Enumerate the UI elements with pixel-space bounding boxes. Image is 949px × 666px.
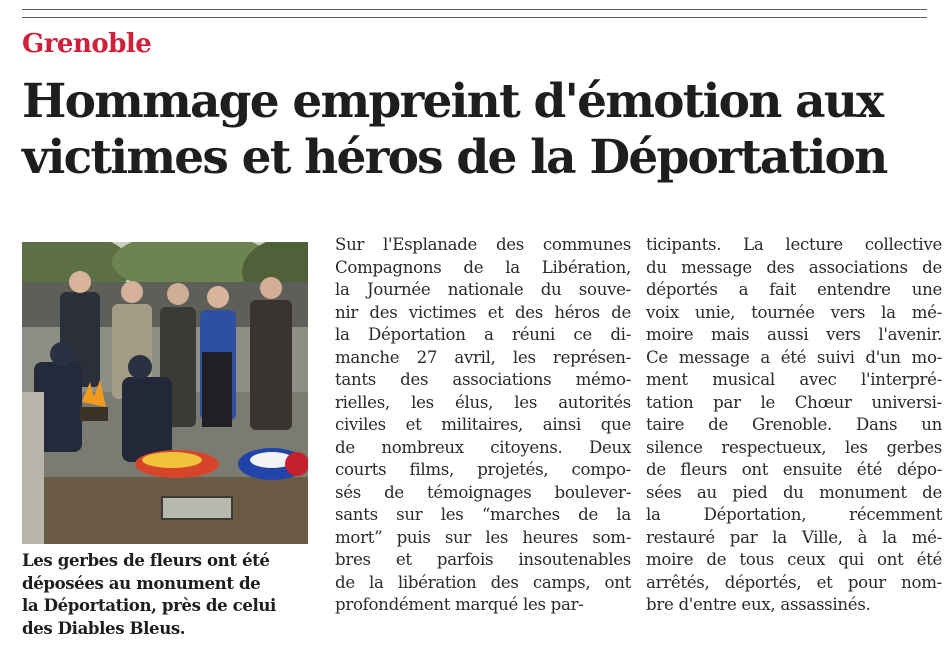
body-line: manche 27 avril, les représen- — [335, 347, 631, 367]
body-line: courts films, projetés, compo- — [335, 460, 631, 479]
article-column-2 — [646, 234, 942, 617]
body-line: rielles, les élus, les autorités — [335, 392, 631, 412]
article-column-1 — [335, 234, 631, 617]
body-line: du message des associations de — [646, 257, 942, 277]
section-rubric: Grenoble — [22, 29, 152, 59]
body-line: moire de tous ceux qui ont été — [646, 550, 942, 569]
headline: Hommage empreint d'émotion aux victimes et héros de la Déportation — [22, 74, 887, 185]
caption-line: des Diables Bleus. — [22, 617, 186, 638]
caption-line: la Déportation, près de celui — [22, 595, 276, 615]
body-line: sants sur les “marches de la — [335, 505, 631, 524]
body-line: de nombreux citoyens. Deux — [335, 437, 631, 457]
top-rule — [22, 9, 927, 10]
body-line: mort” puis sur les heures som- — [335, 527, 631, 547]
body-line: arrêtés, déportés, et pour nom- — [646, 572, 942, 592]
body-line: tants des associations mémo- — [335, 370, 631, 389]
article-photo — [22, 242, 308, 544]
body-line: la Déportation, récemment — [646, 505, 942, 524]
body-line: la Déportation a réuni ce di- — [335, 325, 631, 344]
body-line: Ce message a été suivi d'un mo- — [646, 347, 942, 367]
body-line: déportés a fait entendre une — [646, 280, 942, 299]
photo-caption — [22, 549, 312, 639]
body-line: de la libération des camps, ont — [335, 572, 631, 592]
body-line: taire de Grenoble. Dans un — [646, 415, 942, 434]
body-line: de fleurs ont ensuite été dépo- — [646, 460, 942, 479]
body-line: ticipants. La lecture collective — [646, 235, 942, 254]
body-line: profondément marqué les par- — [335, 595, 584, 614]
body-line: nir des victimes et des héros de — [335, 302, 631, 322]
caption-line: déposées au monument de — [22, 572, 261, 593]
body-line: bre d'entre eux, assassinés. — [646, 595, 871, 614]
body-line: voix unie, tournée vers la mé- — [646, 302, 942, 322]
body-line: tation par le Chœur universi- — [646, 392, 942, 412]
body-line: sés de témoignages boulever- — [335, 482, 631, 502]
body-line: moire mais aussi vers l'avenir. — [646, 325, 942, 344]
body-line: la Journée nationale du souve- — [335, 280, 631, 299]
body-line: ment musical avec l'interpré- — [646, 370, 942, 389]
top-rule-secondary — [22, 17, 927, 18]
body-line: bres et parfois insoutenables — [335, 550, 631, 569]
caption-line: Les gerbes de fleurs ont été — [22, 550, 270, 570]
body-line: Compagnons de la Libération, — [335, 257, 631, 277]
body-line: sées au pied du monument de — [646, 482, 942, 502]
body-line: civiles et militaires, ainsi que — [335, 415, 631, 434]
body-line: restauré par la Ville, à la mé- — [646, 527, 942, 547]
body-line: silence respectueux, les gerbes — [646, 437, 942, 457]
body-line: Sur l'Esplanade des communes — [335, 235, 631, 254]
